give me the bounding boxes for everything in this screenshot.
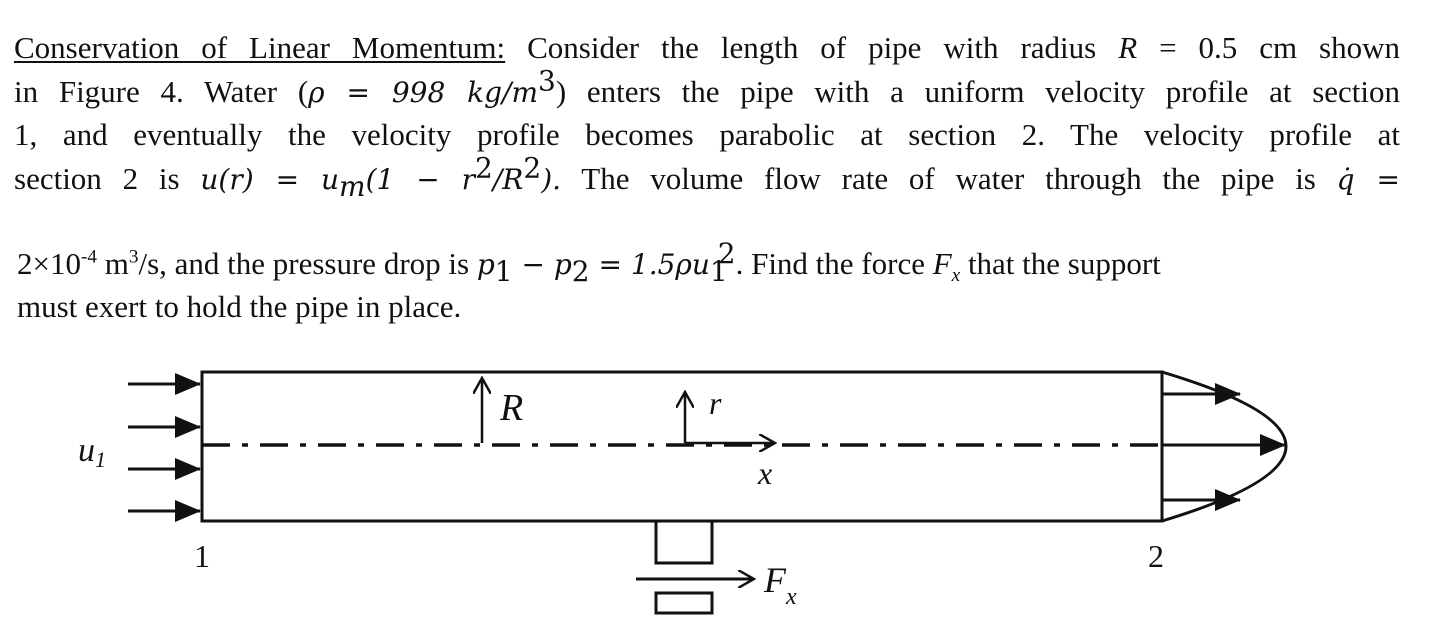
force-label: $F_x$ [764, 560, 797, 610]
text-line-5: $2\times 10^{-4}$ $m^3/s$, and the pressure drop is $p_1 - p_2 = 1.5\rho u_1^2$. Find the force $F_x$ that the support [17, 236, 1161, 289]
r-axis-label: r [709, 385, 722, 421]
text-line-6: must exert to hold the pipe in place. [17, 289, 462, 324]
section-1-label: 1 [194, 538, 210, 574]
text-line-3: 1, and eventually the velocity profile becomes parabolic at section 2. The velocity profile at [14, 117, 1400, 152]
inlet-velocity-arrows [128, 384, 200, 511]
text-line-2: in Figure 4. Water (ρ = 998 $kg/m^3$) enters the pipe with a uniform velocity profile at section [14, 64, 1401, 109]
pipe-figure [0, 340, 1440, 637]
x-axis-label: x [758, 455, 773, 491]
section-title: Conservation of Linear Momentum: [14, 30, 506, 65]
inlet-velocity-label: u1 [78, 432, 106, 472]
text-line-4: section 2 is $u(r) = u_m(1 - r^2/R^2)$. The volume flow rate of water through the pipe is q̇ = [14, 151, 1400, 204]
section-2-label: 2 [1148, 538, 1164, 574]
radius-label: R [500, 387, 524, 429]
pipe-support [656, 521, 712, 613]
text-line-1: Conservation of Linear Momentum: Consider the length of pipe with radius R = 0.5 cm shown [14, 30, 1401, 65]
outlet-velocity-arrows [1162, 394, 1285, 500]
